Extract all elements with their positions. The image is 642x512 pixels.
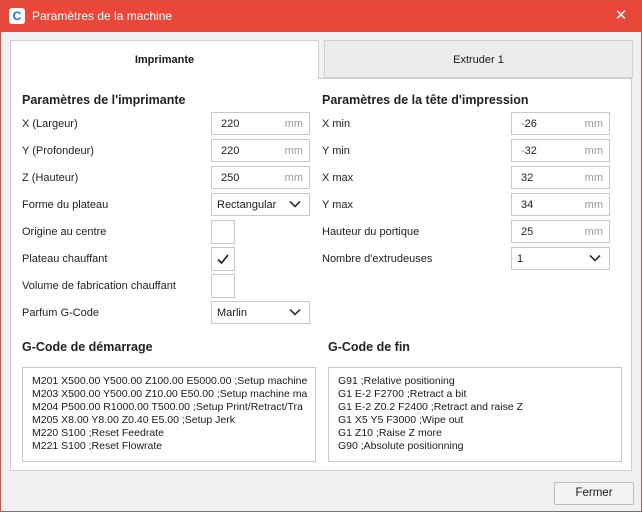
origin-center-checkbox[interactable] [211,220,235,244]
xmin-label: X min [322,118,351,130]
y-depth-label: Y (Profondeur) [22,145,94,157]
y-depth-value: 220 [221,145,240,157]
origin-center-label: Origine au centre [22,226,107,238]
z-height-label: Z (Hauteur) [22,172,79,184]
gantry-height-value: 25 [521,226,534,238]
tab-imprimante[interactable]: Imprimante [10,40,319,79]
extruder-count-select[interactable] [511,247,610,270]
end-gcode-title: G-Code de fin [328,340,410,354]
end-gcode-line: G90 ;Absolute positionning [338,440,464,452]
checkmark-icon [216,252,230,266]
xmax-value: 32 [521,172,534,184]
xmin-unit: mm [584,118,603,130]
bed-shape-value: Rectangular [217,199,277,211]
bed-shape-label: Forme du plateau [22,199,109,211]
x-width-label: X (Largeur) [22,118,78,130]
gcode-flavor-value: Marlin [217,307,247,319]
end-gcode-editor[interactable] [328,367,622,462]
title-bar [1,1,641,32]
y-depth-input[interactable] [211,139,310,162]
start-gcode-editor[interactable] [22,367,316,462]
z-height-input[interactable] [211,166,310,189]
start-gcode-line: M201 X500.00 Y500.00 Z100.00 E5000.00 ;Setup machine [32,375,308,387]
gcode-flavor-label: Parfum G-Code [22,307,100,319]
ymax-label: Y max [322,199,353,211]
xmax-unit: mm [584,172,603,184]
chevron-down-icon [289,306,301,318]
end-gcode-line: G1 Z10 ;Raise Z more [338,427,442,439]
gantry-height-label: Hauteur du portique [322,226,420,238]
ymax-unit: mm [584,199,603,211]
ymax-value: 34 [521,199,534,211]
heated-bed-label: Plateau chauffant [22,253,108,265]
close-button[interactable]: Fermer [554,482,634,505]
x-width-unit: mm [284,118,303,130]
cura-app-icon: C [9,8,25,24]
z-height-value: 250 [221,172,240,184]
x-width-input[interactable] [211,112,310,135]
printer-settings-title: Paramètres de l'imprimante [22,93,186,107]
end-gcode-line: G1 E-2 F2700 ;Retract a bit [338,388,467,400]
gantry-height-input[interactable] [511,220,610,243]
z-height-unit: mm [284,172,303,184]
gcode-flavor-select[interactable] [211,301,310,324]
ymin-label: Y min [322,145,350,157]
extruder-count-value: 1 [517,253,524,265]
heated-volume-checkbox[interactable] [211,274,235,298]
ymin-input[interactable] [511,139,610,162]
end-gcode-line: G1 X5 Y5 F3000 ;Wipe out [338,414,464,426]
printhead-settings-title: Paramètres de la tête d'impression [322,93,529,107]
chevron-down-icon [589,252,601,264]
start-gcode-line: M221 S100 ;Reset Flowrate [32,440,163,452]
heated-bed-checkbox[interactable] [211,247,235,271]
heated-volume-label: Volume de fabrication chauffant [22,280,176,292]
end-gcode-line: G1 E-2 Z0.2 F2400 ;Retract and raise Z [338,401,524,413]
start-gcode-line: M203 X500.00 Y500.00 Z10.00 E50.00 ;Setup machine ma [32,388,308,400]
start-gcode-line: M220 S100 ;Reset Feedrate [32,427,164,439]
start-gcode-line: M204 P500.00 R1000.00 T500.00 ;Setup Print/Retract/Tra [32,401,303,413]
start-gcode-title: G-Code de démarrage [22,340,153,354]
start-gcode-line: M205 X8.00 Y8.00 Z0.40 E5.00 ;Setup Jerk [32,414,235,426]
extruder-count-label: Nombre d'extrudeuses [322,253,433,265]
xmin-input[interactable] [511,112,610,135]
chevron-down-icon [289,198,301,210]
ymin-value: -32 [521,145,537,157]
ymin-unit: mm [584,145,603,157]
xmax-input[interactable] [511,166,610,189]
y-depth-unit: mm [284,145,303,157]
tab-extruder-1[interactable]: Extruder 1 [324,40,633,78]
xmax-label: X max [322,172,354,184]
end-gcode-line: G91 ;Relative positioning [338,375,455,387]
bed-shape-select[interactable] [211,193,310,216]
gantry-height-unit: mm [584,226,603,238]
x-width-value: 220 [221,118,240,130]
window-title: Paramètres de la machine [32,9,173,23]
ymax-input[interactable] [511,193,610,216]
window-close-button[interactable]: ✕ [614,7,628,24]
xmin-value: -26 [521,118,537,130]
